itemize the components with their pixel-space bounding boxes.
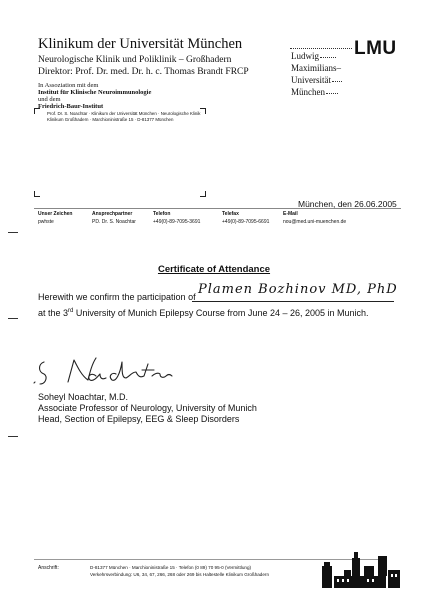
building-shape (364, 566, 374, 576)
contact-header: Telefax (222, 211, 239, 217)
building-shape (354, 552, 358, 558)
contact-divider (34, 208, 401, 209)
confirmation-text: Herewith we confirm the participation of (38, 292, 196, 302)
course-text: at the 3rd University of Munich Epilepsy Course from June 24 – 26, 2005 in Munich. (38, 308, 369, 318)
dotted-fill (326, 93, 338, 94)
certificate-title: Certificate of Attendance (157, 264, 271, 275)
building-window (395, 574, 397, 577)
lmu-rule (290, 48, 352, 49)
handwritten-signature (30, 352, 180, 388)
address-window-corner (200, 191, 206, 197)
sender-address-line: Prof. Dr. S. Noachtar · Klinikum der Universität München · Neurologische Klinik (47, 111, 201, 116)
clinic-department: Neurologische Klinik und Poliklinik – Großhadern (38, 55, 232, 65)
footer-address: D-81377 München · Marchioninistraße 15 · Telefon (0 89) 70 95-0 (Vermittlung) (90, 565, 252, 570)
contact-header: Telefon (153, 211, 171, 217)
fold-mark (8, 232, 18, 233)
building-shape (352, 558, 360, 576)
building-window (367, 579, 369, 582)
building-shape (334, 576, 386, 588)
building-shape (388, 570, 400, 588)
building-shape (324, 562, 330, 566)
lmu-logo: LMU (354, 38, 397, 59)
clinic-director: Direktor: Prof. Dr. med. Dr. h. c. Thomas Brandt FRCP (38, 67, 249, 77)
address-window-corner (34, 191, 40, 197)
signature-stroke (40, 362, 47, 384)
sender-address-line: Klinikum Großhadern · Marchioninistraße 15 · D-81377 München (47, 117, 174, 122)
university-name-line: München (291, 87, 338, 97)
association-text: In Assoziation mit dem (38, 82, 99, 89)
signature-stroke (89, 374, 106, 380)
participant-name-underline (192, 301, 394, 302)
building-shape (344, 570, 351, 576)
contact-value: PD. Dr. S. Noachtar (92, 219, 136, 225)
university-name-line: Maximilians– (291, 63, 341, 73)
fold-mark (8, 436, 18, 437)
dotted-fill (320, 57, 336, 58)
association-institute-2: Friedrich-Baur-Institut (38, 103, 104, 110)
hospital-building-icon (322, 548, 400, 590)
fold-mark (8, 318, 18, 319)
contact-value: +49(0)-89-7095-3691 (153, 219, 201, 225)
contact-value: pwhste (38, 219, 54, 225)
signature-stroke (152, 373, 172, 377)
letter-date: München, den 26.06.2005 (298, 199, 397, 209)
signature-stroke (34, 382, 35, 383)
building-window (347, 579, 349, 582)
contact-header: E-Mail (283, 211, 298, 217)
association-institute-1: Institut für Klinische Neuroimmunologie (38, 89, 152, 96)
contact-value: nou@med.uni-muenchen.de (283, 219, 347, 225)
signature-stroke (110, 362, 154, 380)
participant-name-handwritten: Plamen Bozhinov MD, PhD (198, 282, 398, 297)
association-text-2: und dem (38, 96, 61, 103)
contact-header: Ansprechpartner (92, 211, 133, 217)
university-name-line: Universität (291, 75, 342, 85)
signer-title: Associate Professor of Neurology, University of Munich (38, 403, 257, 413)
building-window (391, 574, 393, 577)
dotted-fill (332, 81, 342, 82)
signer-name: Soheyl Noachtar, M.D. (38, 392, 129, 402)
signature-stroke (68, 358, 96, 382)
contact-header: Unser Zeichen (38, 211, 73, 217)
building-shape (378, 556, 387, 576)
building-window (342, 579, 344, 582)
address-window-corner (34, 108, 40, 114)
footer-address-label: Anschrift: (38, 565, 59, 571)
clinic-name: Klinikum der Universität München (38, 36, 243, 52)
building-window (337, 579, 339, 582)
signer-role: Head, Section of Epilepsy, EEG & Sleep Disorders (38, 414, 240, 424)
university-name-line: Ludwig (291, 51, 336, 61)
building-window (372, 579, 374, 582)
contact-value: +49(0)-89-7095-6691 (222, 219, 270, 225)
footer-transport: Verkehrsverbindung: U6, 34, 67, 266, 268 oder 269 bis Haltestelle Klinikum Großhadern (90, 572, 270, 577)
building-shape (322, 566, 332, 588)
